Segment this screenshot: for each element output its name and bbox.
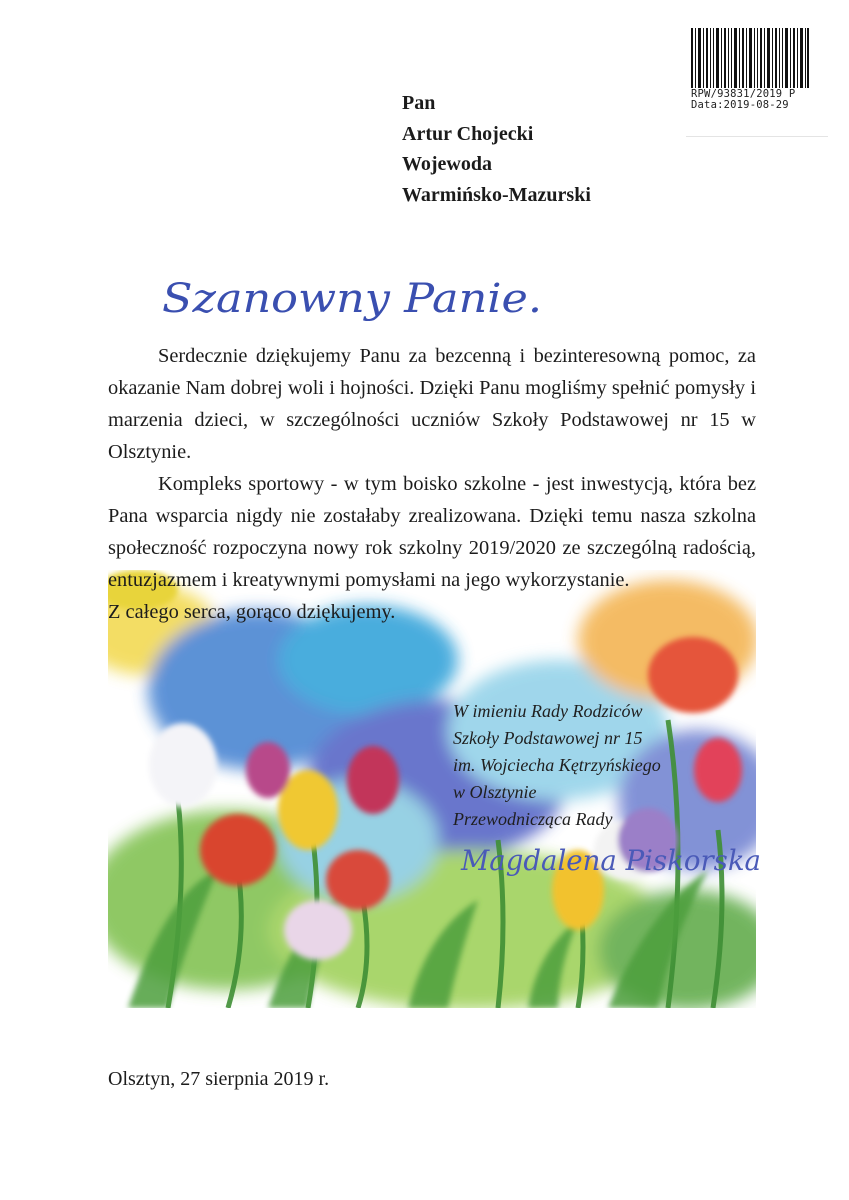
- addressee-title: Pan: [402, 92, 436, 114]
- addressee-position: Wojewoda: [402, 153, 492, 175]
- barcode: [691, 28, 809, 88]
- body-paragraph-1: Serdecznie dziękujemy Panu za bezcenną i bezinteresowną pomoc, za okazanie Nam dobrej woli i hojności. Dzięki Panu mogliśmy spełnić pomysły i marzenia dzieci, w szczególności uczniów Szkoły Podstawowej nr 15 w Olsztynie.: [108, 345, 756, 463]
- letter-body: [108, 340, 756, 628]
- signature-line-2: Szkoły Podstawowej nr 15: [453, 728, 643, 748]
- handwritten-signature: [455, 830, 775, 900]
- stamp-date: Data:2019-08-29: [691, 99, 789, 111]
- stamp-reference: RPW/93831/2019 P: [691, 88, 796, 100]
- salutation-text: Szanowny Panie.: [162, 276, 542, 322]
- stamp-divider: [686, 136, 828, 137]
- body-paragraph-3: Z całego serca, gorąco dziękujemy.: [108, 601, 396, 623]
- addressee-name: Artur Chojecki: [402, 122, 534, 145]
- signature-line-5: Przewodnicząca Rady: [453, 809, 613, 829]
- signature-line-3: im. Wojciecha Kętrzyńskiego: [453, 755, 661, 775]
- addressee-region: Warmińsko-Mazurski: [402, 183, 591, 206]
- handwritten-salutation: [150, 270, 570, 340]
- registry-stamp: [691, 89, 795, 111]
- signature-text: Magdalena Piskorska: [460, 844, 761, 877]
- body-paragraph-2: Kompleks sportowy - w tym boisko szkolne - jest inwestycją, która bez Pana wsparcia nigdy nie zostałaby zrealizowana. Dzięki temu nasza szkolna społeczność rozpoczyna nowy rok szkolny 2019/2020 ze szczególną radością, entuzjazmem i kreatywnymi pomysłami na jego wykorzystanie.: [108, 473, 756, 591]
- signature-block: [453, 698, 661, 833]
- signature-line-4: w Olsztynie: [453, 782, 537, 802]
- place-and-date: Olsztyn, 27 sierpnia 2019 r.: [108, 1068, 330, 1090]
- addressee-block: [402, 88, 591, 210]
- signature-line-1: W imieniu Rady Rodziców: [453, 701, 643, 721]
